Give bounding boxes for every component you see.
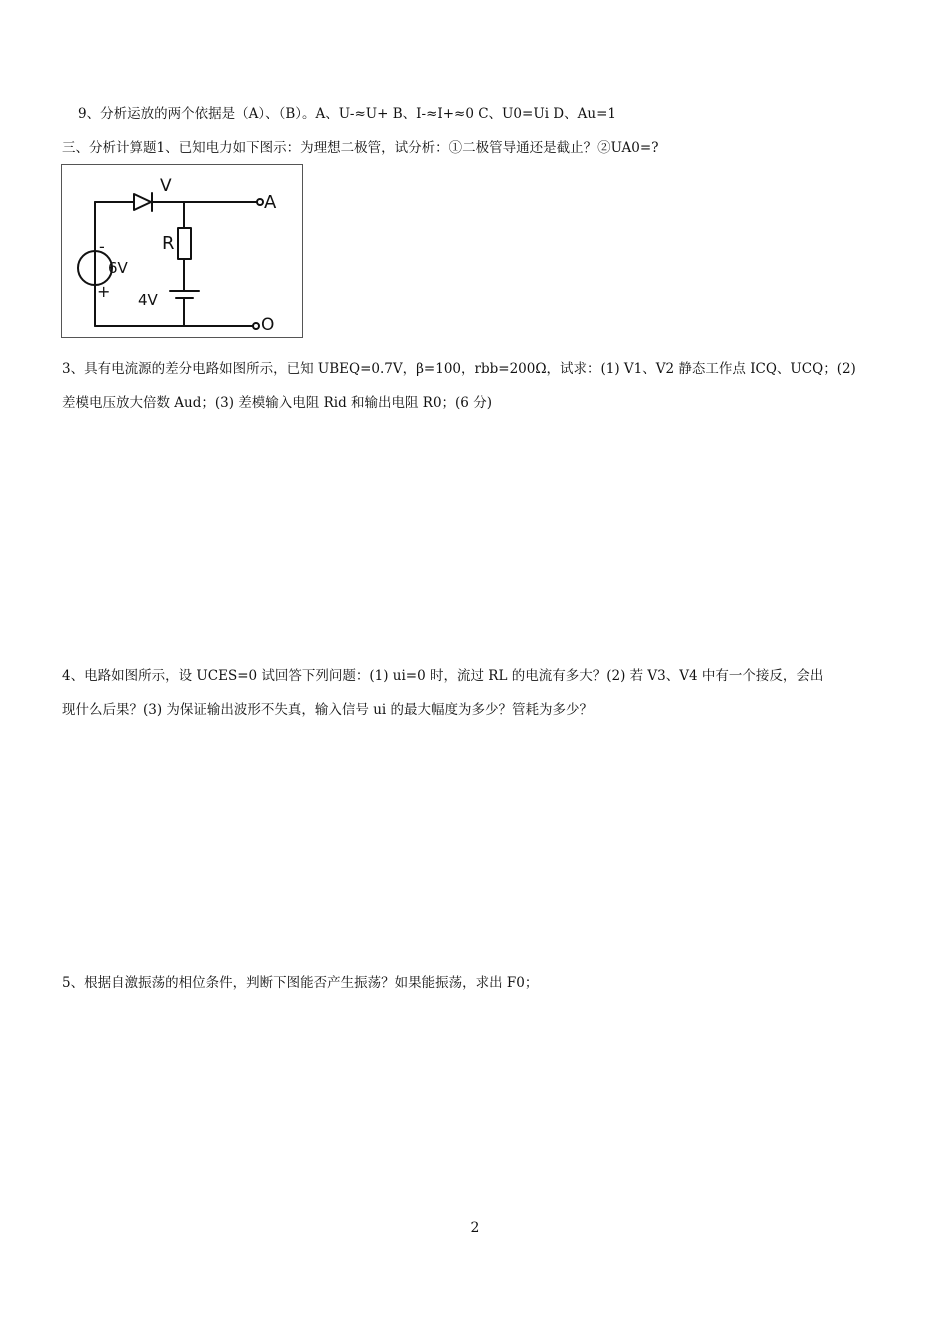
terminal-o-dot (253, 323, 259, 329)
question-4-line-2: 现什么后果？(3) 为保证输出波形不失真，输入信号 ui 的最大幅度为多少？管耗为多少？ (62, 702, 594, 718)
question-9: 9、分析运放的两个依据是（A）、（B）。A、U-≈U+ B、I-≈I+≈0 C、U0=Ui D、Au=1 (78, 106, 616, 122)
question-4-line-1: 4、电路如图所示，设 UCES=0 试回答下列问题：(1) ui=0 时，流过 RL 的电流有多大？(2) 若 V3、V4 中有一个接反，会出 (62, 668, 824, 684)
source-minus-sign: - (99, 237, 105, 256)
resistor-label: R (162, 233, 175, 254)
diode-circuit-figure (61, 164, 303, 338)
terminal-o-label: O (261, 315, 275, 335)
page-number: 2 (470, 1220, 480, 1236)
terminal-a-dot (257, 199, 263, 205)
diode-triangle (134, 194, 151, 210)
battery-label: 4V (138, 291, 158, 309)
question-3-line-1: 3、具有电流源的差分电路如图所示，已知 UBEQ=0.7V，β=100，rbb=200Ω，试求：(1) V1、V2 静态工作点 ICQ、UCQ；(2) (62, 361, 856, 377)
question-3-line-2: 差模电压放大倍数 Aud；(3) 差模输入电阻 Rid 和输出电阻 R0；(6 分) (62, 395, 492, 411)
source-plus-sign: + (97, 282, 111, 301)
section-3-heading: 三、分析计算题1、已知电力如下图示：为理想二极管，试分析：①二极管导通还是截止？②UA0=? (62, 140, 659, 156)
source-label: 6V (108, 259, 128, 277)
question-5: 5、根据自激振荡的相位条件，判断下图能否产生振荡？如果能振荡，求出 F0； (62, 975, 539, 991)
terminal-a-label: A (264, 192, 277, 213)
resistor-body (178, 228, 191, 259)
diode-label: V (160, 176, 172, 196)
diode-circuit-diagram (62, 165, 302, 337)
